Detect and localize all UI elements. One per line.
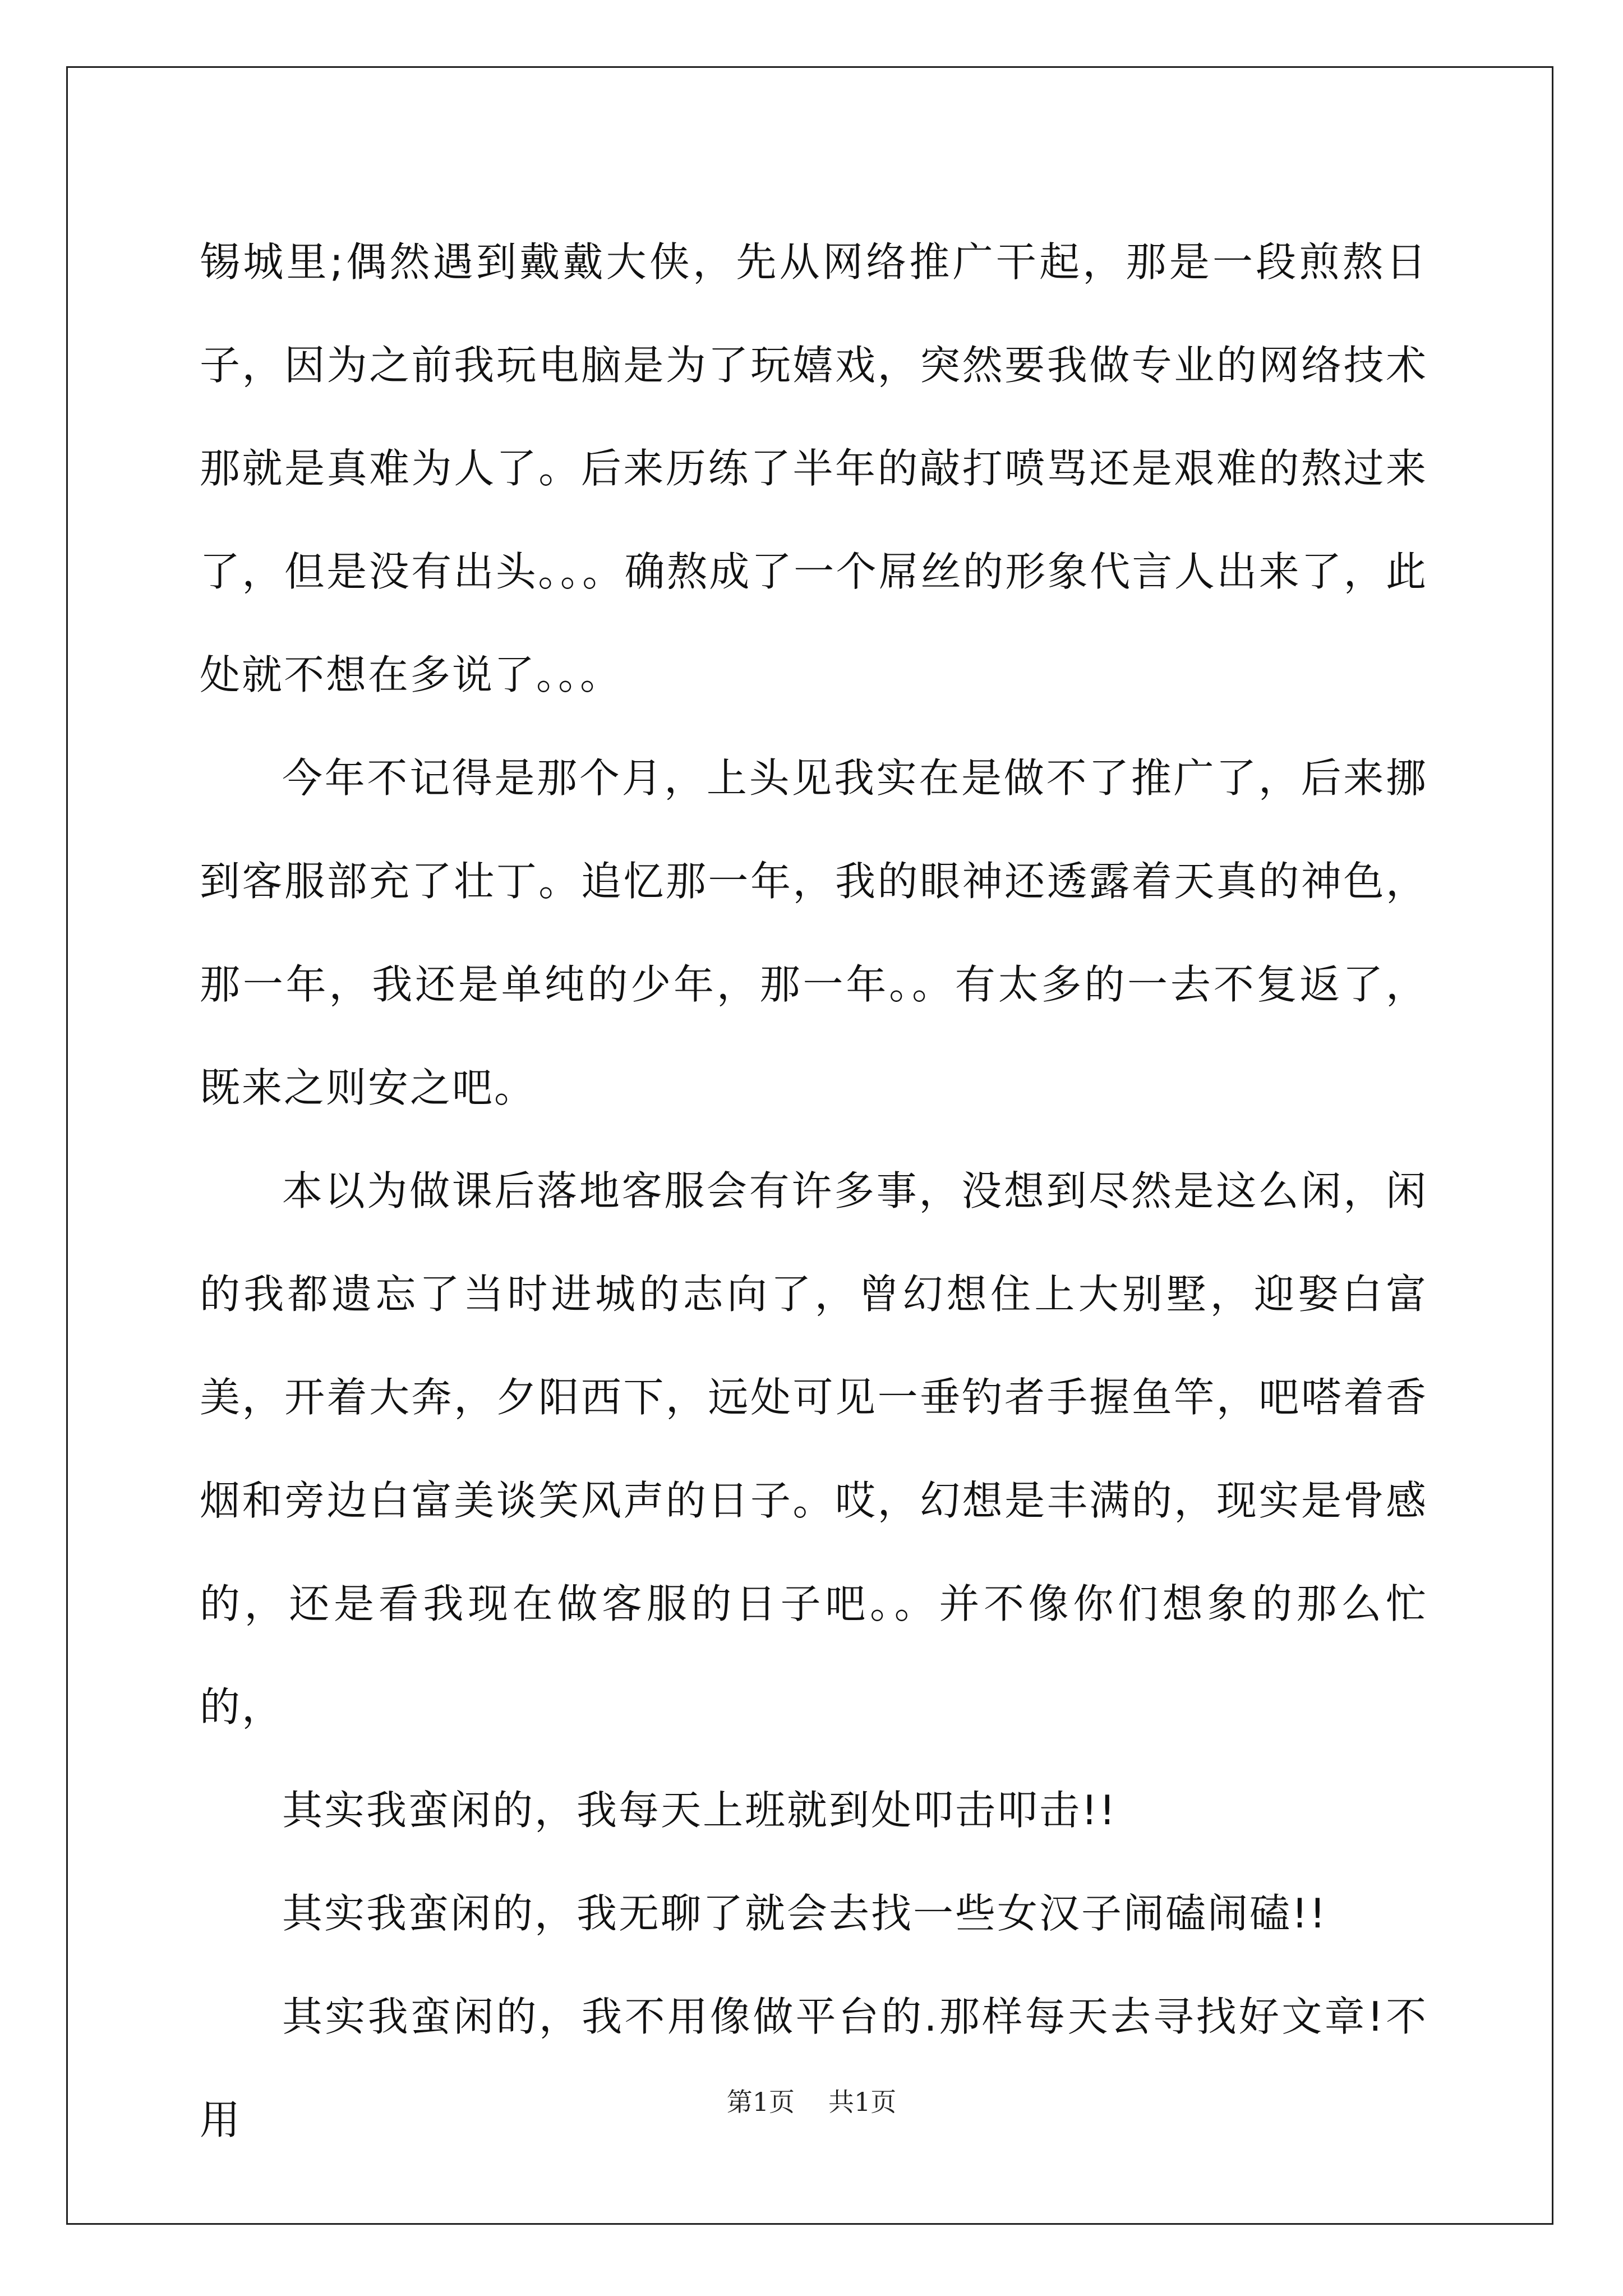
paragraph-2: 今年不记得是那个月，上头见我实在是做不了推广了，后来挪到客服部充了壮丁。追忆那一年，我的眼神还透露着天真的神色，那一年，我还是单纯的少年，那一年。。有太多的一去不复返了，既来之则安之吧。 <box>200 754 1428 1111</box>
paragraph-3: 本以为做课后落地客服会有许多事，没想到尽然是这么闲，闲的我都遗忘了当时进城的志向了，曾幻想住上大别墅，迎娶白富美，开着大奔，夕阳西下，远处可见一垂钓者手握鱼竿，吧嗒着香烟和旁边白富美谈笑风声的日子。哎，幻想是丰满的，现实是骨感的，还是看我现在做客服的日子吧。。并不像你们想象的那么忙的， <box>200 1167 1428 1731</box>
paragraph-5: 其实我蛮闲的，我无聊了就会去找一些女汉子闹磕闹磕!! <box>282 1890 1327 1937</box>
page-footer <box>0 2085 1623 2119</box>
page-total: 共1页 <box>828 2087 897 2117</box>
page-number: 第1页 <box>726 2087 795 2117</box>
document-body <box>200 210 1428 2171</box>
paragraph-6: 其实我蛮闲的，我不用像做平台的.那样每天去寻找好文章!不用 <box>200 1993 1428 2143</box>
paragraph-1: 锡城里;偶然遇到戴戴大侠，先从网络推广干起，那是一段煎熬日子，因为之前我玩电脑是为了玩嬉戏，突然要我做专业的网络技术那就是真难为人了。后来历练了半年的敲打喷骂还是艰难的熬过来了，但是没有出头。。。确熬成了一个屌丝的形象代言人出来了，此处就不想在多说了。。。 <box>200 238 1428 698</box>
paragraph-4: 其实我蛮闲的，我每天上班就到处叩击叩击!! <box>282 1787 1117 1834</box>
